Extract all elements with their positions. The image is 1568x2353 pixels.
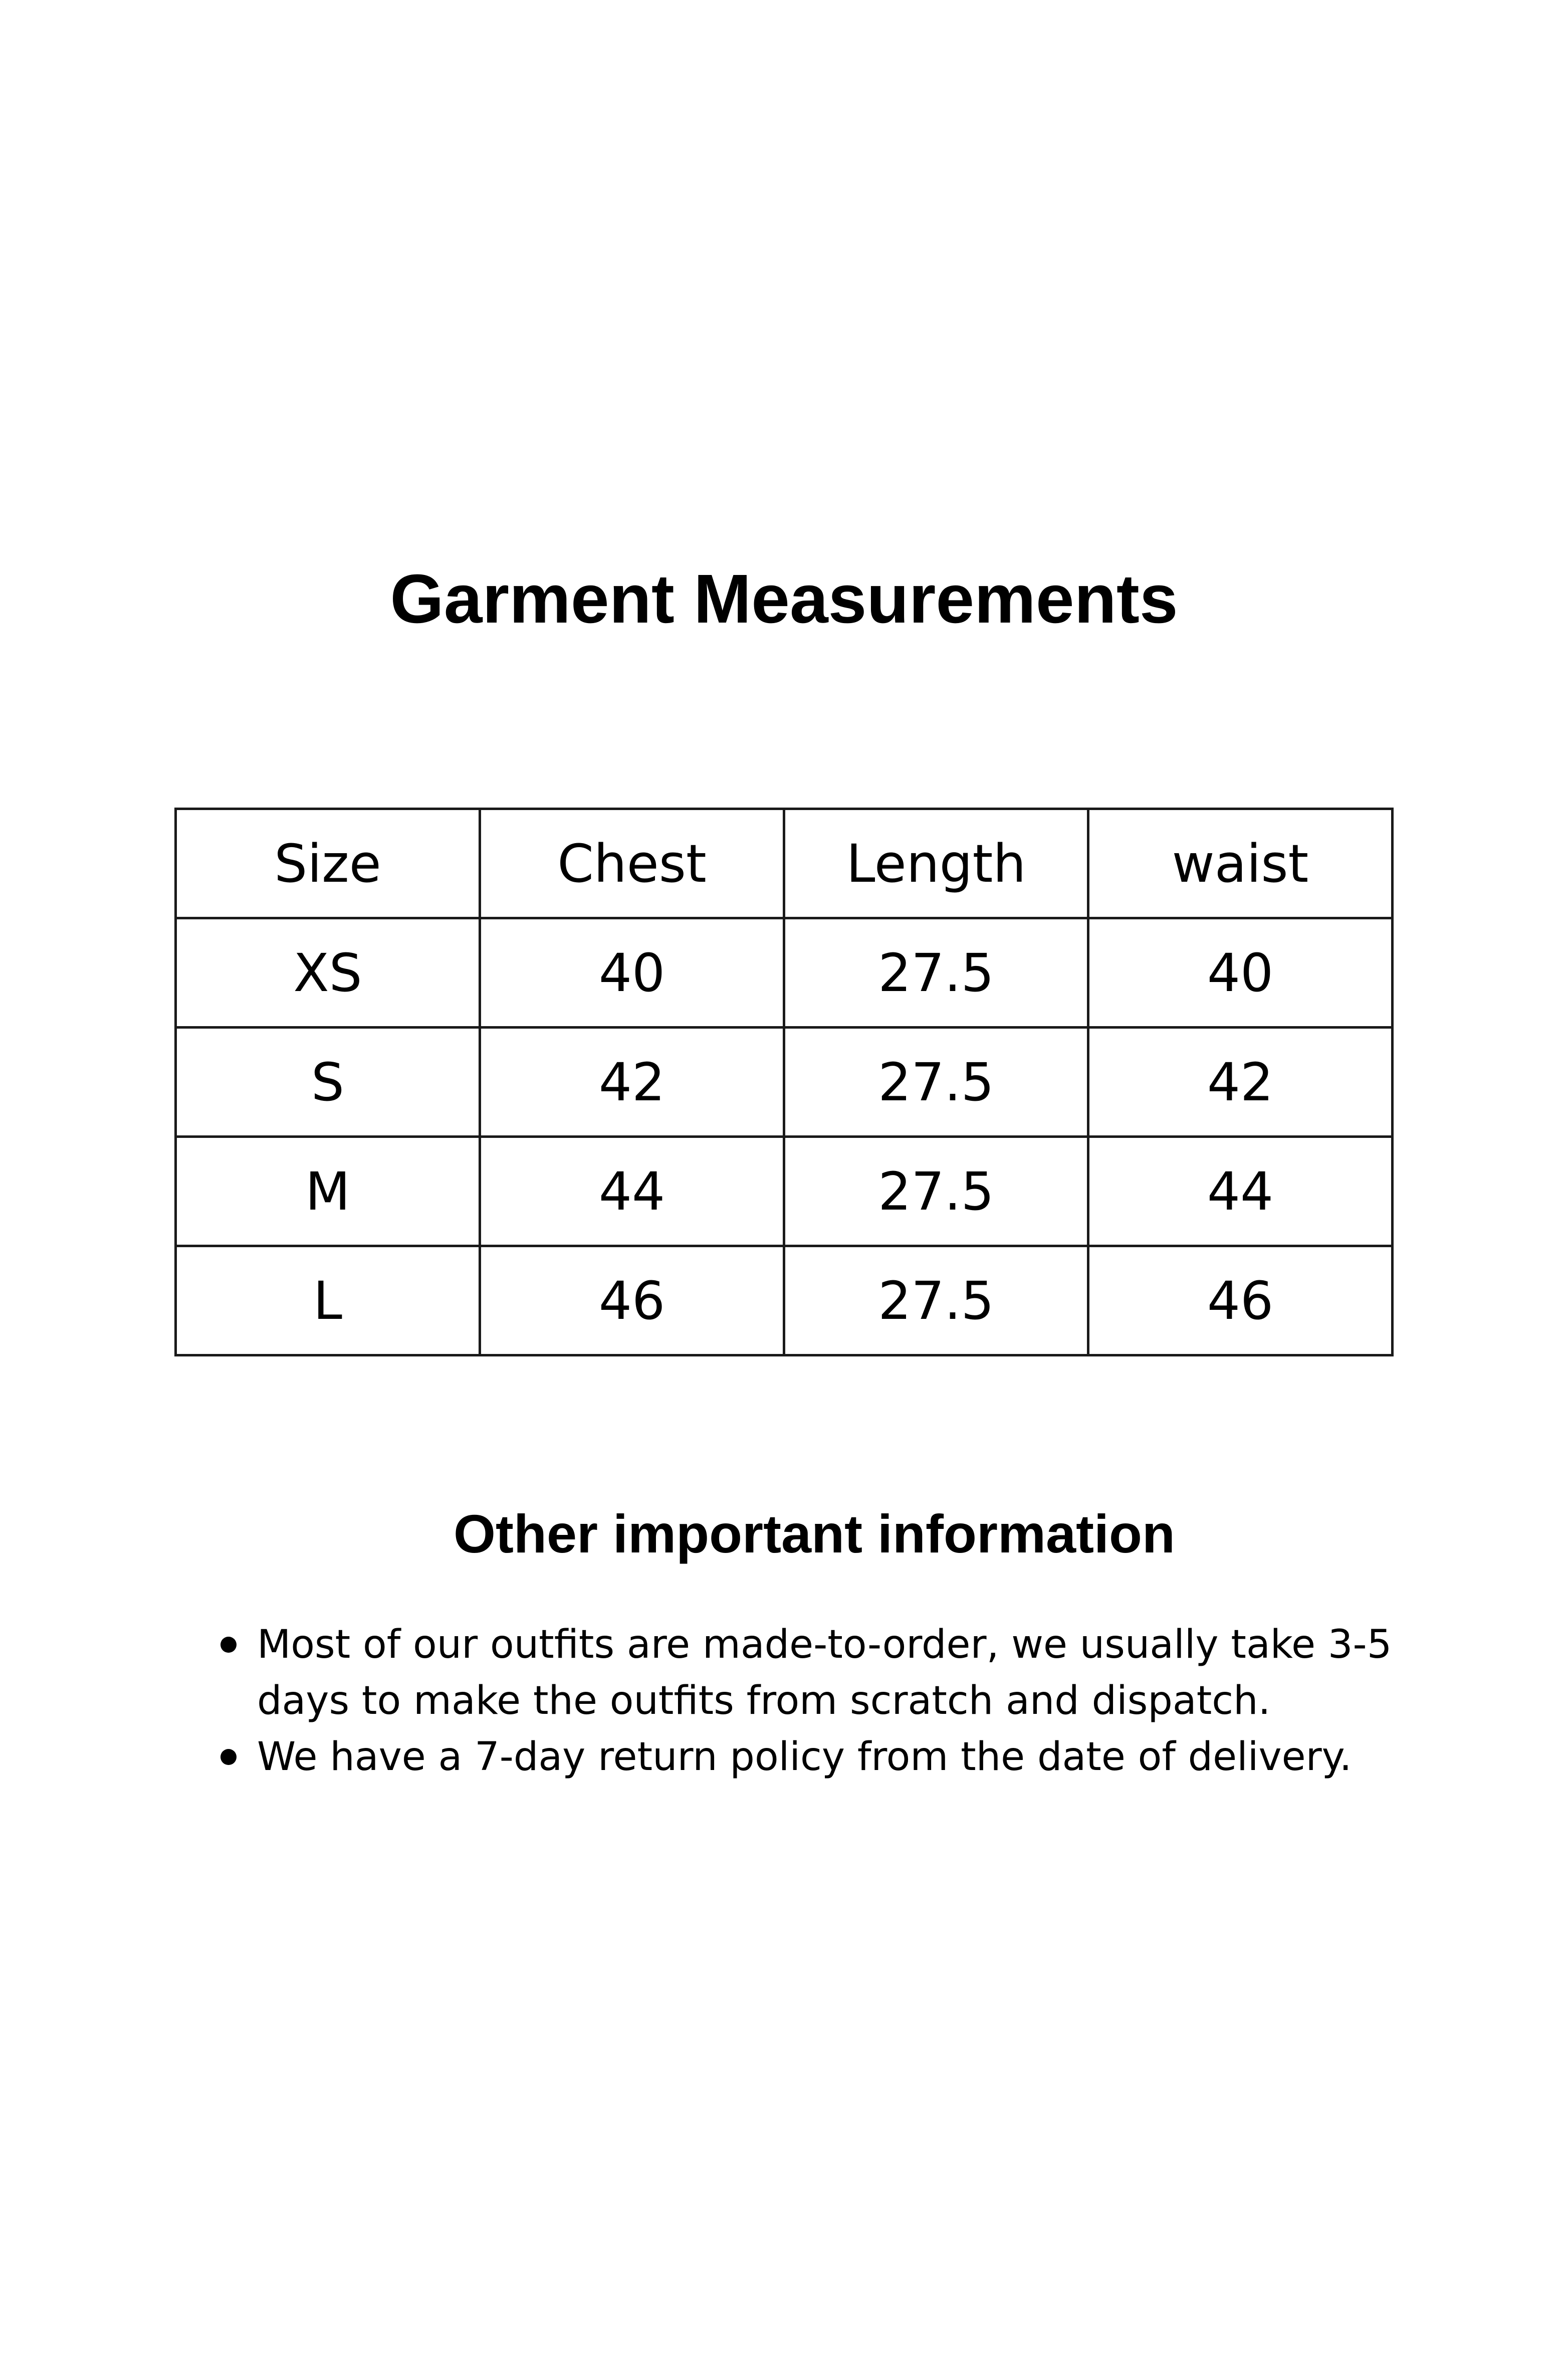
page-title: Garment Measurements <box>390 560 1178 638</box>
waist-cell: 42 <box>1088 1028 1393 1137</box>
column-header-waist: waist <box>1088 809 1393 918</box>
waist-cell: 46 <box>1088 1246 1393 1355</box>
measurements-table <box>174 808 1394 1356</box>
chest-cell: 46 <box>480 1246 784 1355</box>
table-row <box>176 1028 1393 1137</box>
chest-cell: 44 <box>480 1137 784 1246</box>
table-row <box>176 1137 1393 1246</box>
list-item-text: Most of our outfits are made-to-order, we usually take 3-5 days to make the outfits from scratch and dispatch. <box>257 1622 1392 1723</box>
info-heading: Other important information <box>454 1503 1175 1564</box>
column-header-length: Length <box>784 809 1088 918</box>
length-cell: 27.5 <box>784 918 1088 1028</box>
list-item <box>220 1617 1393 1729</box>
size-cell: XS <box>176 918 480 1028</box>
list-item-text: We have a 7-day return policy from the date of delivery. <box>257 1734 1352 1780</box>
size-cell: M <box>176 1137 480 1246</box>
table-header-row <box>176 809 1393 918</box>
size-cell: S <box>176 1028 480 1137</box>
waist-cell: 40 <box>1088 918 1393 1028</box>
table-row <box>176 1246 1393 1355</box>
chest-cell: 40 <box>480 918 784 1028</box>
waist-cell: 44 <box>1088 1137 1393 1246</box>
column-header-size: Size <box>176 809 480 918</box>
size-cell: L <box>176 1246 480 1355</box>
info-list <box>220 1617 1393 1785</box>
list-item <box>220 1729 1393 1785</box>
column-header-chest: Chest <box>480 809 784 918</box>
length-cell: 27.5 <box>784 1246 1088 1355</box>
chest-cell: 42 <box>480 1028 784 1137</box>
bullet-icon <box>220 1637 237 1653</box>
table-row <box>176 918 1393 1028</box>
bullet-icon <box>220 1749 237 1765</box>
length-cell: 27.5 <box>784 1137 1088 1246</box>
length-cell: 27.5 <box>784 1028 1088 1137</box>
